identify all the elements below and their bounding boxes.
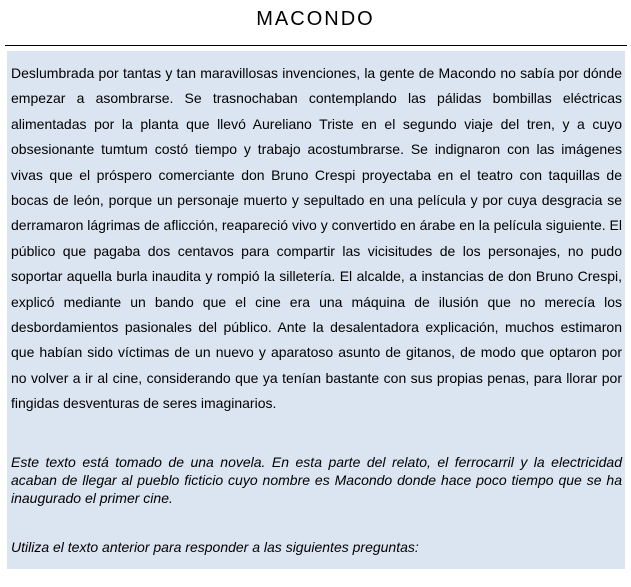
passage-paragraph: Deslumbrada por tantas y tan maravillosas invenciones, la gente de Macondo no sabía por dónde empezar a asombrarse. Se trasnochaban contemplando las pálidas bombillas eléctricas alimentadas por la planta que llevó Aureliano Triste en el segundo viaje del tren, y a cuyo obsesionante tumtum costó tiempo y trabajo acostumbrarse. Se indignaron con las imágenes vivas que el próspero comerciante don Bruno Crespi proyectaba en el teatro con taquillas de bocas de león, porque un personaje muerto y sepultado en una película y por cuya desgracia se derramaron lágrimas de aflicción, reapareció vivo y convertido en árabe en la película siguiente. El público que pagaba dos centavos para compartir las vicisitudes de los personajes, no pudo soportar aquella burla inaudita y rompió la silletería. El alcalde, a instancias de don Bruno Crespi, explicó mediante un bando que el cine era una máquina de ilusión que no merecía los desbordamientos pasionales del público. Ante la desalentadora explicación, muchos estimaron que habían sido víctimas de un nuevo y aparatoso asunto de gitanos, de modo que optaron por no volver a ir al cine, considerando que ya tenían bastante con sus propias penas, para llorar por fingidas desventuras de seres imaginarios. bbox=[11, 65, 622, 412]
instruction-text: Utiliza el texto anterior para responder a las siguientes preguntas: bbox=[11, 538, 419, 555]
page-title: MACONDO bbox=[256, 8, 375, 30]
source-note: Este texto está tomado de una novela. En esta parte del relato, el ferrocarril y la electricidad acaban de llegar al pueblo ficticio cuyo nombre es Macondo donde hace poco tiempo que se ha inaugurado el primer cine. bbox=[11, 453, 622, 506]
title-rule bbox=[5, 45, 627, 46]
passage-box bbox=[7, 51, 625, 569]
